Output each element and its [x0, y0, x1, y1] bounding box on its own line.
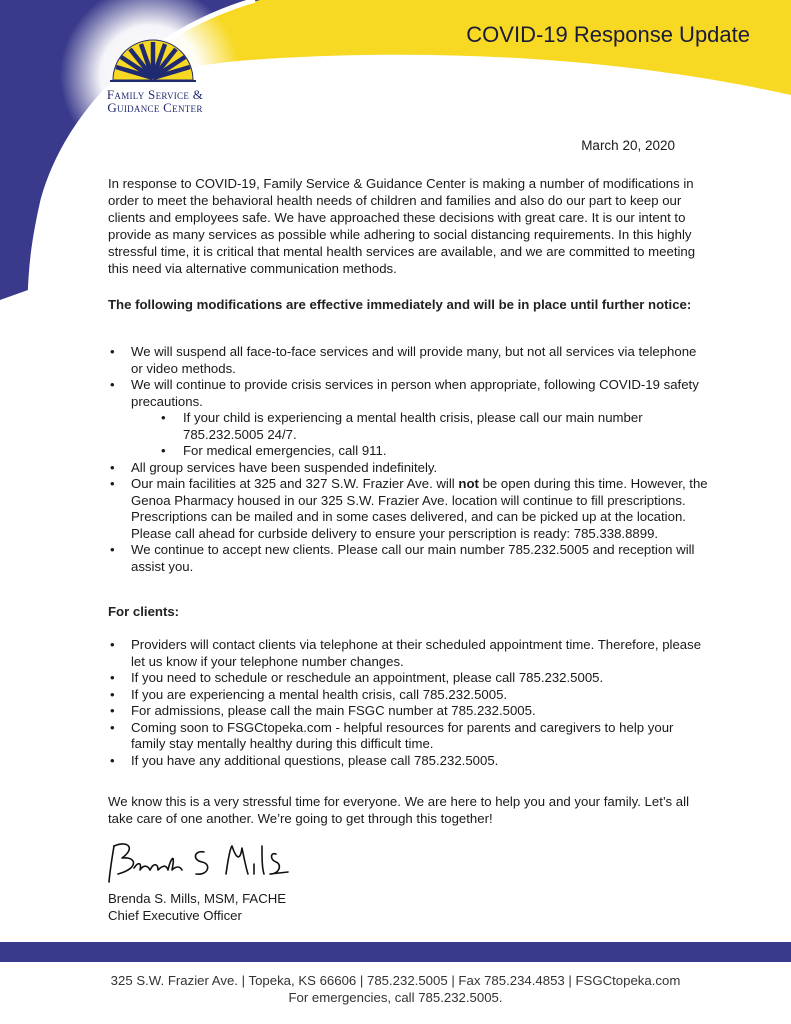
document-title: COVID-19 Response Update — [466, 22, 750, 47]
list-item — [108, 377, 708, 460]
crisis-sublist — [131, 410, 708, 460]
list-item: • Providers will contact clients via telephone at their scheduled appointment time. Therefore, please let us know if your telephone number changes. — [108, 637, 708, 670]
modifications-list — [108, 344, 708, 575]
handwritten-signature — [106, 838, 291, 886]
facilities-text-end: be open during this time. However, the Genoa Pharmacy housed in our 325 S.W. Frazier Ave. location will continue to fill prescriptions. Prescriptions can be mailed and in some cases delivered, and can be picked up at the location. Please call ahead for curbside delivery to ensure your perscription is ready: 785.338.8899. — [131, 476, 708, 541]
logo-line-1: Family Service & — [106, 87, 204, 102]
logo-wordmark — [95, 88, 215, 114]
list-item: • Coming soon to FSGCtopeka.com - helpful resources for parents and caregivers to help your family stay mentally healthy during this difficult time. — [108, 720, 708, 753]
list-item: • All group services have been suspended indefinitely. — [108, 460, 708, 477]
modifications-heading: The following modifications are effective immediately and will be in place until further notice: — [108, 297, 692, 312]
list-item: • We continue to accept new clients. Please call our main number 785.232.5005 and reception will assist you. — [108, 542, 708, 575]
footer — [0, 972, 791, 1006]
signer-title: Chief Executive Officer — [108, 908, 242, 923]
list-item: • We will suspend all face-to-face services and will provide many, but not all services via telephone or video methods. — [108, 344, 708, 377]
signer-block — [108, 890, 286, 924]
footer-band — [0, 942, 791, 962]
list-item: • If you are experiencing a mental health crisis, call 785.232.5005. — [108, 687, 708, 704]
clients-list — [108, 637, 708, 769]
list-item: • If you need to schedule or reschedule an appointment, please call 785.232.5005. — [108, 670, 708, 687]
facilities-emphasis: not — [458, 476, 479, 491]
letter-date: March 20, 2020 — [581, 138, 675, 153]
footer-emergency: For emergencies, call 785.232.5005. — [288, 990, 503, 1005]
list-item-text: We will continue to provide crisis services in person when appropriate, following COVID-19 safety precautions. — [131, 377, 699, 409]
logo-line-2: Guidance Center — [107, 100, 203, 115]
signer-name: Brenda S. Mills, MSM, FACHE — [108, 891, 287, 906]
list-item: • For admissions, please call the main FSGC number at 785.232.5005. — [108, 703, 708, 720]
list-item: • If you have any additional questions, please call 785.232.5005. — [108, 753, 708, 770]
intro-paragraph: In response to COVID-19, Family Service & Guidance Center is making a number of modifications in order to meet the behavioral health needs of children and families and also do our part to keep our clients and employees safe. We have approached these decisions with great care. It is our intent to provide as many services as possible while adhering to social distancing requirements. In this highly stressful time, it is critical that mental health services are available, and we are committed to meeting this need via alternative communication methods. — [108, 176, 696, 276]
sub-list-item: • If your child is experiencing a mental health crisis, please call our main number 785.232.5005 24/7. — [131, 410, 708, 443]
closing-paragraph: We know this is a very stressful time for everyone. We are here to help you and your family. Let’s all take care of one another. We’re going to get through this together! — [108, 794, 689, 826]
facilities-text-start: Our main facilities at 325 and 327 S.W. Frazier Ave. will — [131, 476, 459, 491]
sub-list-item: • For medical emergencies, call 911. — [131, 443, 708, 460]
clients-heading: For clients: — [108, 604, 180, 619]
list-item-facilities — [108, 476, 708, 542]
footer-address: 325 S.W. Frazier Ave. | Topeka, KS 66606 | 785.232.5005 | Fax 785.234.4853 | FSGCtopeka.com — [110, 973, 681, 988]
